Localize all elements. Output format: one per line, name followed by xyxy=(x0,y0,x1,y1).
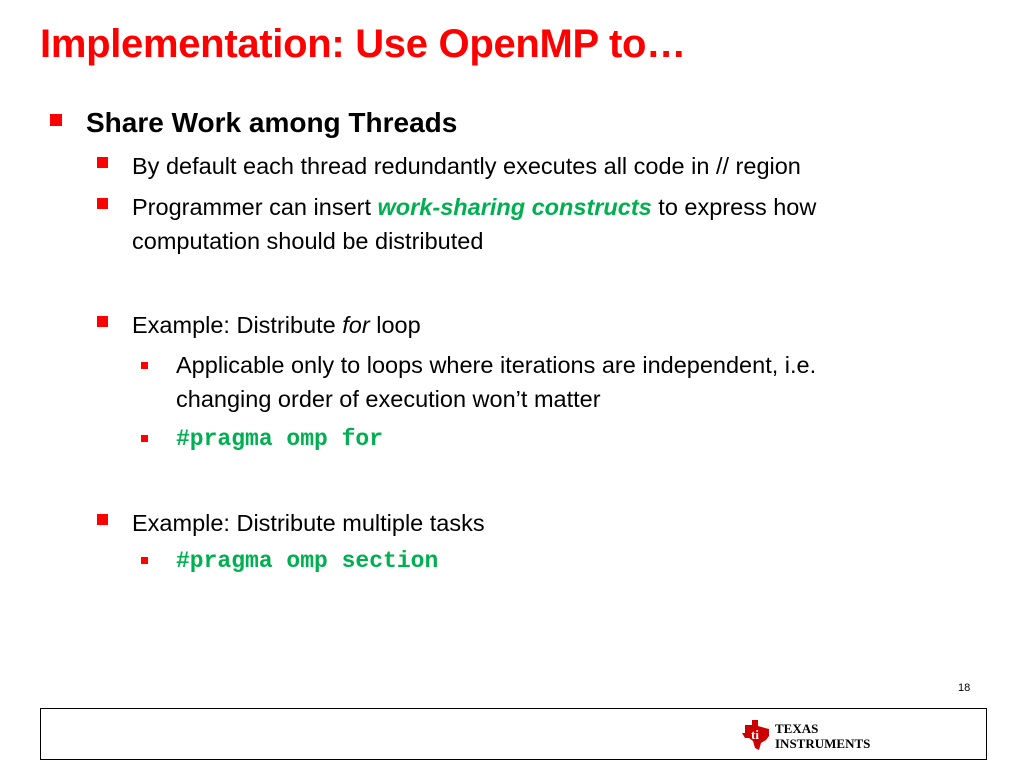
work-sharing-emphasis: work-sharing constructs xyxy=(377,194,652,220)
bullet-square-icon xyxy=(97,316,108,327)
slide-title: Implementation: Use OpenMP to… xyxy=(40,22,686,66)
code-pragma-omp-section: #pragma omp section xyxy=(176,548,439,574)
bullet-work-sharing-post: to express how xyxy=(651,194,817,220)
bullet-square-icon xyxy=(141,435,148,442)
bullet-square-icon xyxy=(141,557,148,564)
code-pragma-omp-for: #pragma omp for xyxy=(176,426,384,452)
page-number: 18 xyxy=(958,682,971,694)
bullet-square-icon xyxy=(97,514,108,525)
bullet-example-for xyxy=(132,312,421,339)
bullet-square-icon xyxy=(97,157,108,168)
example-for-pre: Example: Distribute xyxy=(132,312,343,338)
bullet-applicable-loops-line2: changing order of execution won’t matter xyxy=(176,386,601,412)
bullet-work-sharing xyxy=(132,194,816,221)
svg-text:ti: ti xyxy=(751,727,759,742)
example-for-emphasis: for xyxy=(342,312,370,338)
heading-bullet: Share Work among Threads xyxy=(86,107,458,138)
bullet-applicable-loops: Applicable only to loops where iterations are independent, i.e. xyxy=(176,352,817,378)
bullet-example-tasks: Example: Distribute multiple tasks xyxy=(132,510,485,536)
logo-line2: INSTRUMENTS xyxy=(775,736,871,751)
bullet-square-icon xyxy=(50,114,62,126)
bullet-square-icon xyxy=(97,198,108,209)
bullet-default-execution: By default each thread redundantly executes all code in // region xyxy=(132,153,801,179)
bullet-work-sharing-pre: Programmer can insert xyxy=(132,194,378,220)
bullet-work-sharing-line2: computation should be distributed xyxy=(132,228,484,254)
texas-instruments-logo-icon xyxy=(741,717,881,753)
example-for-post: loop xyxy=(369,312,421,338)
bullet-square-icon xyxy=(141,362,148,369)
logo-line1: TEXAS xyxy=(775,721,819,736)
